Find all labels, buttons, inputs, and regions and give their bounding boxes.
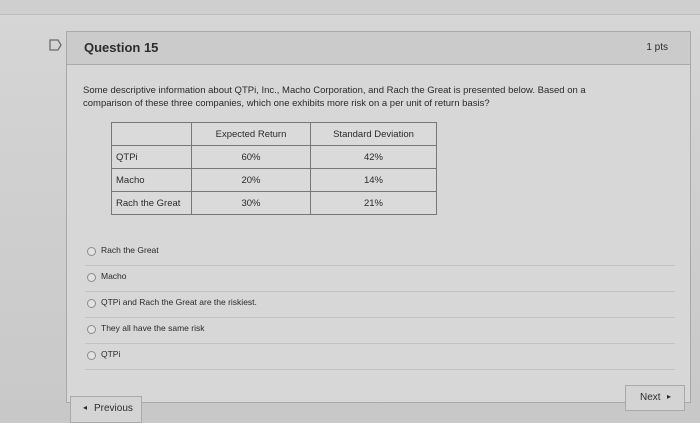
chevron-right-icon: ▸ [667,392,672,401]
company-data-table [111,122,437,215]
question-card [66,31,691,403]
table-header-cell: Standard Deviation [311,123,437,146]
radio-button[interactable] [87,299,96,308]
answer-option[interactable] [85,318,675,344]
company-name-cell: Macho [112,169,192,192]
answer-option[interactable] [85,266,675,292]
answer-label: QTPi and Rach the Great are the riskiest. [101,297,257,307]
question-title: Question 15 [84,40,159,55]
question-points: 1 pts [646,42,668,53]
previous-button[interactable] [70,396,142,423]
std-dev-cell: 14% [311,169,437,192]
expected-return-cell: 60% [192,146,311,169]
expected-return-cell: 30% [192,192,311,215]
company-name-cell: QTPi [112,146,192,169]
question-text-line-2: comparison of these three companies, which one exhibits more risk on a per unit of return basis? [83,98,490,109]
question-text-line-1: Some descriptive information about QTPi, Inc., Macho Corporation, and Rach the Great is presented below. Based on a [83,85,586,96]
std-dev-cell: 42% [311,146,437,169]
table-row [112,192,437,215]
std-dev-cell: 21% [311,192,437,215]
answer-label: They all have the same risk [101,323,205,333]
company-name-cell: Rach the Great [112,192,192,215]
radio-button[interactable] [87,247,96,256]
answer-label: Macho [101,271,127,281]
answer-option[interactable] [85,240,675,266]
answer-option[interactable] [85,292,675,318]
table-row [112,146,437,169]
bookmark-icon[interactable] [49,39,62,51]
next-button[interactable] [625,385,685,411]
table-header-row [112,123,437,146]
table-header-cell: Expected Return [192,123,311,146]
chevron-left-icon: ◂ [83,403,88,412]
table-row [112,169,437,192]
next-button-label: Next [640,392,661,403]
radio-button[interactable] [87,273,96,282]
table-header-cell [112,123,192,146]
answer-label: Rach the Great [101,245,159,255]
answer-list [85,240,675,370]
answer-label: QTPi [101,349,121,359]
question-header [67,32,690,65]
radio-button[interactable] [87,351,96,360]
radio-button[interactable] [87,325,96,334]
previous-button-label: Previous [94,403,133,414]
top-strip [0,0,700,15]
expected-return-cell: 20% [192,169,311,192]
answer-option[interactable] [85,344,675,370]
question-text [83,84,643,110]
